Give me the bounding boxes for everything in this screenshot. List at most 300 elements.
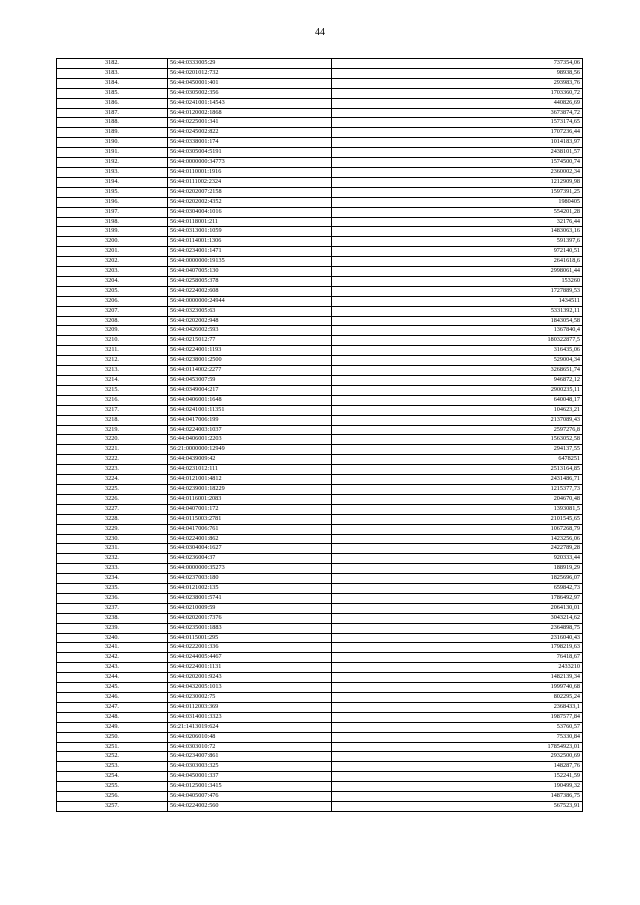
row-number-cell: 3217. [57,405,168,415]
cadastral-value-cell: 75330,84 [332,732,583,742]
cadastral-number-cell: 56:44:0241001:14543 [168,98,332,108]
row-number-cell: 3235. [57,584,168,594]
row-number-cell: 3249. [57,722,168,732]
table-row [57,326,583,336]
cadastral-number-cell: 56:44:0407005:130 [168,267,332,277]
cadastral-number-cell: 56:44:0407001:172 [168,504,332,514]
table-row [57,702,583,712]
table-row [57,346,583,356]
table-row [57,772,583,782]
row-number-cell: 3256. [57,792,168,802]
cadastral-value-cell: 1482139,34 [332,673,583,683]
cadastral-value-cell: 2438101,57 [332,148,583,158]
table-row [57,68,583,78]
row-number-cell: 3185. [57,88,168,98]
cadastral-number-cell: 56:44:0114001:1306 [168,237,332,247]
cadastral-number-cell: 56:44:0303010:72 [168,742,332,752]
cadastral-value-cell: 2101545,65 [332,514,583,524]
cadastral-number-cell: 56:44:0202007:2158 [168,187,332,197]
table-row [57,138,583,148]
table-row [57,59,583,69]
table-row [57,693,583,703]
row-number-cell: 3250. [57,732,168,742]
row-number-cell: 3226. [57,494,168,504]
table-row [57,177,583,187]
table-row [57,484,583,494]
table-row [57,415,583,425]
cadastral-number-cell: 56:44:0450001:401 [168,78,332,88]
cadastral-number-cell: 56:44:0236004:37 [168,554,332,564]
cadastral-value-cell: 2422789,28 [332,544,583,554]
table-row [57,296,583,306]
cadastral-value-table [56,58,583,812]
cadastral-number-cell: 56:44:0000000:34773 [168,158,332,168]
row-number-cell: 3205. [57,286,168,296]
table-row [57,574,583,584]
table-row [57,554,583,564]
table-row [57,267,583,277]
cadastral-number-cell: 56:44:0258005:378 [168,276,332,286]
cadastral-value-cell: 2597276,8 [332,425,583,435]
row-number-cell: 3238. [57,613,168,623]
cadastral-value-cell: 1574500,74 [332,158,583,168]
cadastral-value-cell: 567523,91 [332,801,583,811]
table-row [57,148,583,158]
cadastral-number-cell: 56:44:0230002:75 [168,693,332,703]
row-number-cell: 3210. [57,336,168,346]
cadastral-number-cell: 56:44:0222001:336 [168,643,332,653]
cadastral-value-cell: 946872,12 [332,376,583,386]
cadastral-value-cell: 1987577,84 [332,712,583,722]
row-number-cell: 3183. [57,68,168,78]
row-number-cell: 3216. [57,395,168,405]
row-number-cell: 3182. [57,59,168,69]
cadastral-value-cell: 2431486,71 [332,475,583,485]
table-row [57,465,583,475]
cadastral-value-cell: 1597391,25 [332,187,583,197]
cadastral-value-cell: 152241,59 [332,772,583,782]
row-number-cell: 3223. [57,465,168,475]
table-row [57,316,583,326]
cadastral-number-cell: 56:44:0224002:560 [168,801,332,811]
cadastral-number-cell: 56:44:0235001:1883 [168,623,332,633]
cadastral-number-cell: 56:44:0237003:180 [168,574,332,584]
table-row [57,336,583,346]
row-number-cell: 3191. [57,148,168,158]
cadastral-value-cell: 2900235,11 [332,385,583,395]
row-number-cell: 3206. [57,296,168,306]
row-number-cell: 3215. [57,385,168,395]
cadastral-value-cell: 1563052,58 [332,435,583,445]
cadastral-number-cell: 56:44:0238001:5741 [168,593,332,603]
row-number-cell: 3251. [57,742,168,752]
cadastral-number-cell: 56:21:1413019:624 [168,722,332,732]
row-number-cell: 3239. [57,623,168,633]
cadastral-number-cell: 56:44:0304004:1016 [168,207,332,217]
cadastral-number-cell: 56:44:0450001:337 [168,772,332,782]
table-row [57,514,583,524]
table-row [57,158,583,168]
table-row [57,762,583,772]
cadastral-number-cell: 56:44:0114002:2277 [168,366,332,376]
cadastral-number-cell: 56:44:0225001:341 [168,118,332,128]
table-row [57,663,583,673]
table-row [57,623,583,633]
table-row [57,603,583,613]
table-row [57,564,583,574]
cadastral-value-cell: 1434511 [332,296,583,306]
row-number-cell: 3224. [57,475,168,485]
row-number-cell: 3209. [57,326,168,336]
row-number-cell: 3200. [57,237,168,247]
cadastral-value-cell: 972140,51 [332,247,583,257]
cadastral-number-cell: 56:44:0238001:2500 [168,356,332,366]
cadastral-value-cell: 591397,6 [332,237,583,247]
cadastral-value-cell: 2513164,85 [332,465,583,475]
row-number-cell: 3190. [57,138,168,148]
table-row [57,78,583,88]
row-number-cell: 3222. [57,455,168,465]
cadastral-value-cell: 2316040,43 [332,633,583,643]
cadastral-value-cell: 2137089,43 [332,415,583,425]
cadastral-number-cell: 56:44:0406001:2203 [168,435,332,445]
row-number-cell: 3253. [57,762,168,772]
cadastral-number-cell: 56:44:0000000:19135 [168,257,332,267]
cadastral-value-cell: 1707236,44 [332,128,583,138]
table-row [57,237,583,247]
row-number-cell: 3218. [57,415,168,425]
row-number-cell: 3219. [57,425,168,435]
table-row [57,247,583,257]
table-row [57,425,583,435]
row-number-cell: 3201. [57,247,168,257]
cadastral-number-cell: 56:44:0305002:356 [168,88,332,98]
row-number-cell: 3244. [57,673,168,683]
row-number-cell: 3204. [57,276,168,286]
row-number-cell: 3232. [57,554,168,564]
cadastral-value-cell: 1798219,63 [332,643,583,653]
row-number-cell: 3207. [57,306,168,316]
table-row [57,613,583,623]
cadastral-number-cell: 56:44:0120002:1868 [168,108,332,118]
cadastral-value-cell: 153260 [332,276,583,286]
cadastral-number-cell: 56:44:0224002:608 [168,286,332,296]
cadastral-number-cell: 56:44:0116001:2083 [168,494,332,504]
cadastral-number-cell: 56:44:0314001:3323 [168,712,332,722]
row-number-cell: 3197. [57,207,168,217]
row-number-cell: 3192. [57,158,168,168]
cadastral-value-cell: 1367840,4 [332,326,583,336]
cadastral-number-cell: 56:44:0304004:1627 [168,544,332,554]
cadastral-value-cell: 17854923,01 [332,742,583,752]
cadastral-value-cell: 1423256,06 [332,534,583,544]
cadastral-value-cell: 204670,48 [332,494,583,504]
table-row [57,494,583,504]
cadastral-number-cell: 56:21:0000000:12949 [168,445,332,455]
row-number-cell: 3246. [57,693,168,703]
table-row [57,118,583,128]
cadastral-value-cell: 1703360,72 [332,88,583,98]
cadastral-number-cell: 56:44:0313001:1059 [168,227,332,237]
table-row [57,673,583,683]
row-number-cell: 3195. [57,187,168,197]
cadastral-value-cell: 920333,44 [332,554,583,564]
row-number-cell: 3254. [57,772,168,782]
table-row [57,732,583,742]
table-row [57,722,583,732]
cadastral-number-cell: 56:44:0349004:217 [168,385,332,395]
cadastral-value-cell: 2364898,75 [332,623,583,633]
cadastral-number-cell: 56:44:0115003:2781 [168,514,332,524]
table-row [57,257,583,267]
table-row [57,286,583,296]
cadastral-number-cell: 56:44:0453007:59 [168,376,332,386]
cadastral-number-cell: 56:44:0244005:4467 [168,653,332,663]
table-row [57,782,583,792]
cadastral-number-cell: 56:44:0231012:111 [168,465,332,475]
cadastral-value-cell: 2368433,1 [332,702,583,712]
row-number-cell: 3202. [57,257,168,267]
table-row [57,524,583,534]
cadastral-value-cell: 659842,73 [332,584,583,594]
cadastral-value-cell: 2641618,6 [332,257,583,267]
cadastral-value-cell: 6478251 [332,455,583,465]
row-number-cell: 3211. [57,346,168,356]
table-row [57,217,583,227]
row-number-cell: 3236. [57,593,168,603]
cadastral-value-cell: 640048,17 [332,395,583,405]
row-number-cell: 3245. [57,683,168,693]
row-number-cell: 3203. [57,267,168,277]
table-row [57,385,583,395]
cadastral-number-cell: 56:44:0303003:325 [168,762,332,772]
table-row [57,593,583,603]
cadastral-number-cell: 56:44:0000000:35273 [168,564,332,574]
table-row [57,683,583,693]
row-number-cell: 3221. [57,445,168,455]
row-number-cell: 3214. [57,376,168,386]
cadastral-number-cell: 56:44:0110001:1916 [168,167,332,177]
cadastral-number-cell: 56:44:0115001:295 [168,633,332,643]
row-number-cell: 3242. [57,653,168,663]
cadastral-number-cell: 56:44:0417006:761 [168,524,332,534]
cadastral-number-cell: 56:44:0215012:77 [168,336,332,346]
cadastral-number-cell: 56:44:0245002:822 [168,128,332,138]
cadastral-value-cell: 529004,34 [332,356,583,366]
row-number-cell: 3248. [57,712,168,722]
row-number-cell: 3252. [57,752,168,762]
page-number: 44 [315,27,325,38]
cadastral-value-cell: 2433210 [332,663,583,673]
cadastral-number-cell: 56:44:0118001:211 [168,217,332,227]
cadastral-number-cell: 56:44:0305004:5191 [168,148,332,158]
table-row [57,584,583,594]
table-row [57,792,583,802]
cadastral-value-cell: 293983,76 [332,78,583,88]
cadastral-number-cell: 56:44:0432005:1013 [168,683,332,693]
row-number-cell: 3198. [57,217,168,227]
row-number-cell: 3186. [57,98,168,108]
table-row [57,167,583,177]
cadastral-number-cell: 56:44:0241001:11351 [168,405,332,415]
cadastral-value-cell: 316435,06 [332,346,583,356]
table-row [57,435,583,445]
cadastral-value-cell: 1786492,97 [332,593,583,603]
row-number-cell: 3220. [57,435,168,445]
cadastral-value-cell: 1212909,98 [332,177,583,187]
cadastral-number-cell: 56:44:0338001:174 [168,138,332,148]
cadastral-value-cell: 1215377,73 [332,484,583,494]
table-row [57,455,583,465]
row-number-cell: 3237. [57,603,168,613]
row-number-cell: 3231. [57,544,168,554]
row-number-cell: 3243. [57,663,168,673]
row-number-cell: 3228. [57,514,168,524]
cadastral-value-cell: 1067268,79 [332,524,583,534]
table-row [57,207,583,217]
cadastral-value-cell: 3268651,74 [332,366,583,376]
row-number-cell: 3233. [57,564,168,574]
table-row [57,306,583,316]
table-row [57,98,583,108]
cadastral-number-cell: 56:44:0206010:48 [168,732,332,742]
table-row [57,187,583,197]
table-row [57,643,583,653]
cadastral-number-cell: 56:44:0210009:59 [168,603,332,613]
cadastral-number-cell: 56:44:0202002:948 [168,316,332,326]
cadastral-value-cell: 440826,69 [332,98,583,108]
cadastral-value-cell: 1483063,16 [332,227,583,237]
cadastral-value-cell: 1573174,65 [332,118,583,128]
cadastral-value-cell: 2064130,01 [332,603,583,613]
row-number-cell: 3227. [57,504,168,514]
cadastral-number-cell: 56:44:0234001:1471 [168,247,332,257]
cadastral-number-cell: 56:44:0121002:135 [168,584,332,594]
cadastral-number-cell: 56:44:0000000:24944 [168,296,332,306]
cadastral-value-cell: 5331392,11 [332,306,583,316]
cadastral-value-cell: 1999740,68 [332,683,583,693]
row-number-cell: 3241. [57,643,168,653]
cadastral-number-cell: 56:44:0405007:476 [168,792,332,802]
cadastral-value-cell: 2932500,69 [332,752,583,762]
row-number-cell: 3187. [57,108,168,118]
table-row [57,534,583,544]
cadastral-value-cell: 53760,57 [332,722,583,732]
row-number-cell: 3199. [57,227,168,237]
table-row [57,801,583,811]
table-row [57,366,583,376]
cadastral-number-cell: 56:44:0224001:1131 [168,663,332,673]
cadastral-number-cell: 56:44:0224001:1193 [168,346,332,356]
cadastral-value-cell: 190499,32 [332,782,583,792]
table-row [57,752,583,762]
cadastral-number-cell: 56:44:0417006:199 [168,415,332,425]
cadastral-value-cell: 1825696,07 [332,574,583,584]
cadastral-value-cell: 148287,76 [332,762,583,772]
cadastral-number-cell: 56:44:0239001:18229 [168,484,332,494]
cadastral-number-cell: 56:44:0112003:369 [168,702,332,712]
cadastral-number-cell: 56:44:0111002:2324 [168,177,332,187]
cadastral-number-cell: 56:44:0121001:4812 [168,475,332,485]
cadastral-value-cell: 1014183,97 [332,138,583,148]
row-number-cell: 3213. [57,366,168,376]
cadastral-value-cell: 1843054,58 [332,316,583,326]
cadastral-value-cell: 554201,28 [332,207,583,217]
cadastral-number-cell: 56:44:0426002:593 [168,326,332,336]
table-row [57,405,583,415]
cadastral-value-cell: 2360002,34 [332,167,583,177]
cadastral-number-cell: 56:44:0224001:862 [168,534,332,544]
table-row [57,544,583,554]
cadastral-value-cell: 737354,06 [332,59,583,69]
table-row [57,88,583,98]
cadastral-value-cell: 1727889,53 [332,286,583,296]
cadastral-value-cell: 76418,67 [332,653,583,663]
cadastral-number-cell: 56:44:0224003:1037 [168,425,332,435]
row-number-cell: 3255. [57,782,168,792]
row-number-cell: 3193. [57,167,168,177]
cadastral-value-cell: 1487386,75 [332,792,583,802]
cadastral-value-cell: 1980405 [332,197,583,207]
cadastral-value-cell: 2998061,44 [332,267,583,277]
cadastral-value-cell: 3673874,72 [332,108,583,118]
cadastral-number-cell: 56:44:0202002:4352 [168,197,332,207]
table-row [57,395,583,405]
row-number-cell: 3247. [57,702,168,712]
row-number-cell: 3184. [57,78,168,88]
row-number-cell: 3189. [57,128,168,138]
row-number-cell: 3196. [57,197,168,207]
row-number-cell: 3257. [57,801,168,811]
table-body [57,59,583,812]
cadastral-value-cell: 104623,21 [332,405,583,415]
cadastral-value-cell: 3043214,62 [332,613,583,623]
row-number-cell: 3194. [57,177,168,187]
row-number-cell: 3225. [57,484,168,494]
cadastral-value-cell: 1393081,5 [332,504,583,514]
cadastral-value-cell: 188919,29 [332,564,583,574]
cadastral-number-cell: 56:44:0323005:63 [168,306,332,316]
table-row [57,742,583,752]
cadastral-number-cell: 56:44:0234007:861 [168,752,332,762]
cadastral-value-cell: 294137,55 [332,445,583,455]
table-row [57,475,583,485]
row-number-cell: 3208. [57,316,168,326]
cadastral-number-cell: 56:44:0125001:3415 [168,782,332,792]
cadastral-value-cell: 98938,56 [332,68,583,78]
table-row [57,108,583,118]
cadastral-value-cell: 180322877,5 [332,336,583,346]
table-row [57,276,583,286]
table-row [57,633,583,643]
cadastral-number-cell: 56:44:0202001:7376 [168,613,332,623]
table-row [57,445,583,455]
cadastral-value-cell: 32176,44 [332,217,583,227]
table-row [57,356,583,366]
row-number-cell: 3230. [57,534,168,544]
table-row [57,504,583,514]
cadastral-number-cell: 56:44:0406001:1648 [168,395,332,405]
row-number-cell: 3188. [57,118,168,128]
table-row [57,197,583,207]
row-number-cell: 3212. [57,356,168,366]
table-row [57,712,583,722]
cadastral-number-cell: 56:44:0202001:9243 [168,673,332,683]
table-row [57,128,583,138]
row-number-cell: 3240. [57,633,168,643]
cadastral-value-cell: 802295,24 [332,693,583,703]
row-number-cell: 3234. [57,574,168,584]
